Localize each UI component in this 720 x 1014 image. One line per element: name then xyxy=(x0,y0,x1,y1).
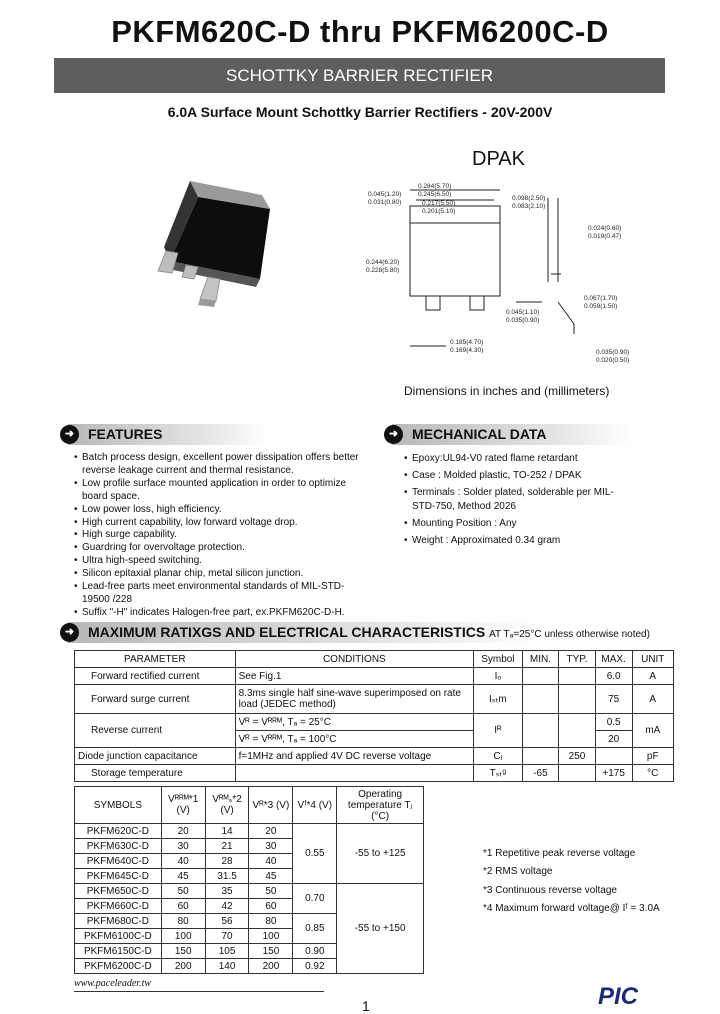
table-row: Forward rectified current See Fig.1 Iₒ 6.0 A xyxy=(75,668,674,685)
page-title: PKFM620C-D thru PKFM6200C-D xyxy=(111,14,609,49)
table-row: Reverse current Vᴿ = Vᴿᴿᴹ, Tₐ = 25°C Iᴿ 0.5 mA xyxy=(75,714,674,731)
table-row: PKFM6150C-D 150 105 150 0.90 xyxy=(75,944,424,959)
list-item: • Ultra high-speed switching. xyxy=(74,555,364,568)
footnotes xyxy=(483,848,713,921)
list-item: • Weight : Approximated 0.34 gram xyxy=(404,534,614,548)
dim-label: 0.045(1.20) xyxy=(368,191,402,198)
dim-label: 0.201(5.10) xyxy=(422,208,456,215)
footnote: *3 Continuous reverse voltage xyxy=(483,884,617,896)
dim-label: 0.228(5.80) xyxy=(366,267,400,274)
arrow-icon: ➜ xyxy=(60,623,79,642)
arrow-icon: ➜ xyxy=(60,425,79,444)
list-item: • Terminals : Solder plated, solderable per MIL-STD-750, Method 2026 xyxy=(404,486,614,514)
dim-label: 0.185(4.70) xyxy=(450,339,484,346)
table-row: Vᴿ = Vᴿᴿᴹ, Tₐ = 100°C 20 xyxy=(75,731,674,748)
list-item: • Case : Molded plastic, TO-252 / DPAK xyxy=(404,469,614,483)
dim-label: 0.284(5.70) xyxy=(418,183,452,190)
features-heading: ➜ FEATURES xyxy=(60,424,360,445)
arrow-icon: ➜ xyxy=(384,425,403,444)
dim-label: 0.083(2.10) xyxy=(512,203,546,210)
ratings-heading: ➜ MAXIMUM RATIXGS AND ELECTRICAL CHARACTERISTICS AT Tₐ=25°C unless otherwise noted) xyxy=(60,622,690,643)
dim-label: 0.031(0.80) xyxy=(368,199,402,206)
dim-label: 0.245(6.50) xyxy=(418,191,452,198)
dim-label: 0.020(0.50) xyxy=(596,357,630,364)
footnote: *4 Maximum forward voltage@ Iᶠ = 3.0A xyxy=(483,902,660,914)
table-row: PKFM640C-D 40 28 40 xyxy=(75,854,424,869)
table-row: PKFM680C-D 80 56 80 0.85 xyxy=(75,914,424,929)
dimension-drawing xyxy=(366,178,646,378)
dim-label: 0.169(4.30) xyxy=(450,347,484,354)
table-row: PKFM620C-D 20 14 20 0.55 -55 to +125 xyxy=(75,824,424,839)
dim-label: 0.035(0.90) xyxy=(596,349,630,356)
dim-label: 0.244(6.20) xyxy=(366,259,400,266)
footer-url[interactable]: www.paceleader.tw xyxy=(74,978,152,989)
list-item: • Lead-free parts meet environmental standards of MIL-STD-19500 /228 xyxy=(74,581,364,607)
list-item: • Epoxy:UL94-V0 rated flame retardant xyxy=(404,452,614,466)
table-row: PKFM660C-D 60 42 60 xyxy=(75,899,424,914)
mechanical-list xyxy=(404,452,614,548)
footnote: *2 RMS voltage xyxy=(483,866,553,878)
package-image xyxy=(150,175,280,315)
list-item: • Mounting Position : Any xyxy=(404,517,614,531)
list-item: • Low power loss, high efficiency. xyxy=(74,504,364,517)
dim-label: 0.059(1.50) xyxy=(584,303,618,310)
package-name: DPAK xyxy=(472,148,525,170)
list-item: • Suffix "-H" indicates Halogen-free part, ex.PKFM620C-D-H. xyxy=(74,607,364,620)
footnote: *1 Repetitive peak reverse voltage xyxy=(483,848,636,859)
dim-label: 0.067(1.70) xyxy=(584,295,618,302)
pic-logo xyxy=(596,982,684,1008)
table-row: PKFM645C-D 45 31.5 45 xyxy=(75,869,424,884)
symbols-table xyxy=(74,786,424,974)
dim-label: 0.045(1.10) xyxy=(506,309,540,316)
dim-label: 0.098(2.50) xyxy=(512,195,546,202)
ratings-table xyxy=(74,650,674,782)
list-item: • High surge capability. xyxy=(74,529,364,542)
table-row: PKFM6100C-D 100 70 100 xyxy=(75,929,424,944)
table-row: PKFM6200C-D 200 140 200 0.92 xyxy=(75,959,424,974)
list-item: • Guardring for overvoltage protection. xyxy=(74,542,364,555)
features-list xyxy=(74,452,364,620)
table-row: PKFM630C-D 30 21 30 xyxy=(75,839,424,854)
page-number: 1 xyxy=(362,998,370,1014)
list-item: • Batch process design, excellent power dissipation offers better reverse leakage current and thermal resistance. xyxy=(74,452,364,478)
table-row: PKFM650C-D 50 35 50 0.70 -55 to +150 xyxy=(75,884,424,899)
list-item: • Low profile surface mounted application in order to optimize board space. xyxy=(74,478,364,504)
dimension-note: Dimensions in inches and (millimeters) xyxy=(404,384,610,398)
dim-label: 0.217(5.50) xyxy=(422,200,456,207)
mechanical-heading: ➜ MECHANICAL DATA xyxy=(384,424,684,445)
svg-text:PIC: PIC xyxy=(598,983,639,1008)
table-row: Forward surge current 8.3ms single half sine-wave superimposed on rate load (JEDEC method) Iₛₜm 75 A xyxy=(75,685,674,714)
product-type-banner: SCHOTTKY BARRIER RECTIFIER xyxy=(54,58,665,93)
table-row: Diode junction capacitance f=1MHz and applied 4V DC reverse voltage Cⱼ 250 pF xyxy=(75,748,674,765)
table-header-row: SYMBOLS Vᴿᴿᴹ*1 (V) Vᴿᴹₛ*2 (V) Vᴿ*3 (V) Vᶠ*4 (V) Operating temperature Tⱼ (°C) xyxy=(75,787,424,824)
dim-label: 0.035(0.90) xyxy=(506,317,540,324)
table-header-row: PARAMETER CONDITIONS Symbol MIN. TYP. MAX. UNIT xyxy=(75,651,674,668)
table-row: Storage temperature Tₛₜᵍ -65 +175 °C xyxy=(75,765,674,782)
dim-label: 0.024(0.60) xyxy=(588,225,622,232)
list-item: • High current capability, low forward voltage drop. xyxy=(74,517,364,530)
dim-label: 0.019(0.47) xyxy=(588,233,622,240)
list-item: • Silicon epitaxial planar chip, metal silicon junction. xyxy=(74,568,364,581)
subtitle: 6.0A Surface Mount Schottky Barrier Rectifiers - 20V-200V xyxy=(167,104,553,120)
footer-rule xyxy=(74,991,324,992)
